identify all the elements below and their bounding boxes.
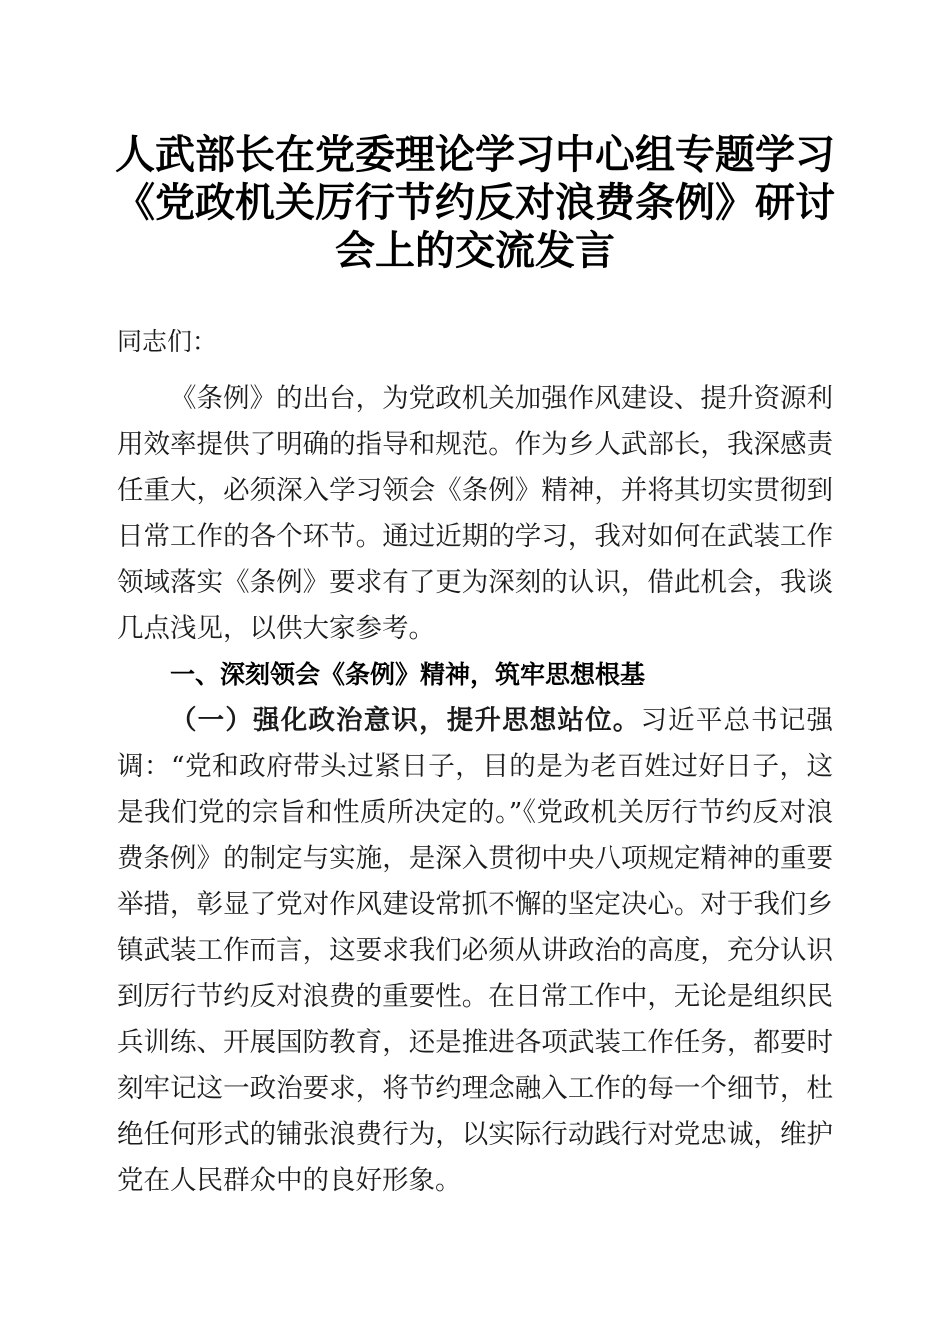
subsection-text-1: 习近平总书记强调：“党和政府带头过紧日子，目的是为老百姓过好日子，这是我们党的宗旨和性质所决定的。”《党政机关厉行节约反对浪费条例》的制定与实施，是深入贯彻中央八项规定精神的重要举措，彰显了党对作风建设常抓不懈的坚定决心。对于我们乡镇武装工作而言，这要求我们必须从讲政治的高度，充分认识到厉行节约反对浪费的重要性。在日常工作中，无论是组织民兵训练、开展国防教育，还是推进各项武装工作任务，都要时刻牢记这一政治要求，将节约理念融入工作的每一个细节，杜绝任何形式的铺张浪费行为，以实际行动践行对党忠诚，维护党在人民群众中的良好形象。	[117, 705, 834, 1196]
subsection-lead-1: （一）强化政治意识，提升思想站位。	[170, 705, 641, 736]
document-body	[117, 322, 833, 1204]
document-title: 人武部长在党委理论学习中心组专题学习《党政机关厉行节约反对浪费条例》研讨会上的交流发言	[115, 131, 835, 274]
section-heading-1: 一、深刻领会《条例》精神，筑牢思想根基	[170, 660, 646, 689]
subsection-paragraph-1	[117, 698, 833, 1204]
salutation: 同志们：	[117, 327, 218, 356]
intro-paragraph: 《条例》的出台，为党政机关加强作风建设、提升资源利用效率提供了明确的指导和规范。作为乡人武部长，我深感责任重大，必须深入学习领会《条例》精神，并将其切实贯彻到日常工作的各个环节。通过近期的学习，我对如何在武装工作领域落实《条例》要求有了更为深刻的认识，借此机会，我谈几点浅见，以供大家参考。	[117, 383, 833, 644]
